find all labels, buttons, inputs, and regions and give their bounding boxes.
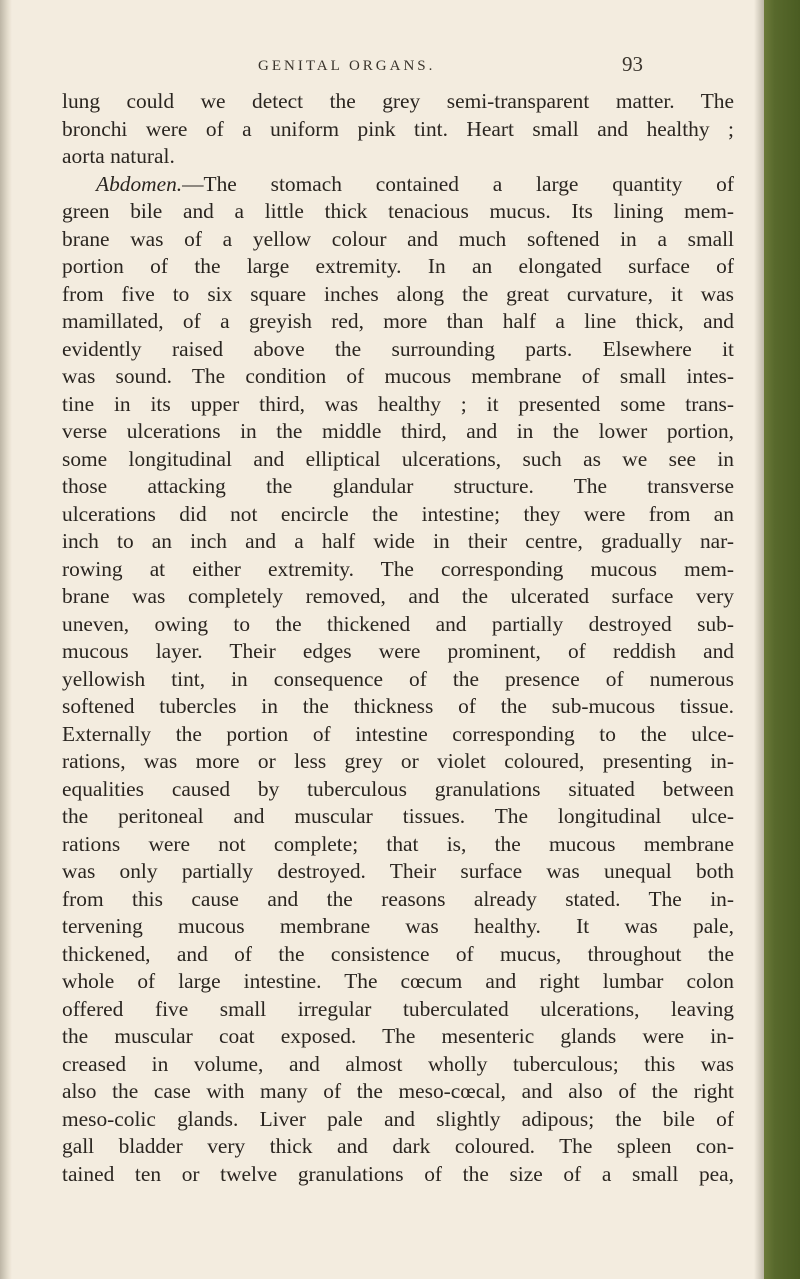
text-line: the muscular coat exposed. The mesenteric glands were in-	[62, 1024, 734, 1048]
text-line: lung could we detect the grey semi-transparent matter. The	[62, 89, 734, 113]
text-line: brane was of a yellow colour and much softened in a small	[62, 226, 734, 251]
text-line: ulcerations did not encircle the intestine; they were from an	[62, 501, 734, 526]
text-line: from five to six square inches along the great curvature, it was	[62, 281, 734, 306]
text-line: was sound. The condition of mucous membrane of small intes-	[62, 364, 734, 388]
text-line: from this cause and the reasons already stated. The in-	[62, 886, 734, 911]
text-line: yellowish tint, in consequence of the presence of numerous	[62, 666, 734, 691]
page-gutter-left	[0, 0, 12, 1279]
section-first-line	[62, 171, 734, 199]
running-title: GENITAL ORGANS.	[258, 58, 436, 74]
text-line: —The stomach contained a large quantity of	[182, 171, 734, 196]
text-line: brane was completely removed, and the ulcerated surface very	[62, 584, 734, 608]
text-line: those attacking the glandular structure. The transverse	[62, 474, 734, 498]
text-line: rowing at either extremity. The corresponding mucous mem-	[62, 556, 734, 581]
book-cover-edge	[764, 0, 800, 1279]
text-line: also the case with many of the meso-cœcal, and also of the right	[62, 1079, 734, 1103]
text-line: gall bladder very thick and dark coloured. The spleen con-	[62, 1134, 734, 1158]
text-line: aorta natural.	[62, 144, 175, 168]
text-line: tine in its upper third, was healthy ; it presented some trans-	[62, 391, 734, 416]
text-line: uneven, owing to the thickened and partially destroyed sub-	[62, 611, 734, 636]
text-line: tained ten or twelve granulations of the size of a small pea,	[62, 1161, 734, 1186]
text-line: mucous layer. Their edges were prominent, of reddish and	[62, 639, 734, 663]
text-line: rations, was more or less grey or violet coloured, presenting in-	[62, 749, 734, 773]
text-line: whole of large intestine. The cœcum and right lumbar colon	[62, 969, 734, 993]
text-line: bronchi were of a uniform pink tint. Heart small and healthy ;	[62, 116, 734, 141]
text-line: creased in volume, and almost wholly tuberculous; this was	[62, 1051, 734, 1076]
text-line: tervening mucous membrane was healthy. It was pale,	[62, 914, 734, 938]
text-line: some longitudinal and elliptical ulcerations, such as we see in	[62, 446, 734, 471]
text-line: was only partially destroyed. Their surface was unequal both	[62, 859, 734, 883]
text-line: thickened, and of the consistence of mucus, throughout the	[62, 941, 734, 966]
page-number: 93	[622, 52, 643, 76]
text-line: portion of the large extremity. In an elongated surface of	[62, 254, 734, 278]
text-line: green bile and a little thick tenacious mucus. Its lining mem-	[62, 199, 734, 223]
text-line: rations were not complete; that is, the mucous membrane	[62, 831, 734, 856]
text-line: evidently raised above the surrounding parts. Elsewhere it	[62, 336, 734, 361]
body-text	[62, 88, 734, 1188]
text-line: mamillated, of a greyish red, more than half a line thick, and	[62, 309, 734, 333]
running-head	[0, 52, 764, 88]
text-line: verse ulcerations in the middle third, and in the lower portion,	[62, 419, 734, 443]
text-line: offered five small irregular tuberculated ulcerations, leaving	[62, 996, 734, 1021]
text-line: equalities caused by tuberculous granulations situated between	[62, 776, 734, 801]
text-line: Externally the portion of intestine corresponding to the ulce-	[62, 721, 734, 746]
text-line: inch to an inch and a half wide in their centre, gradually nar-	[62, 529, 734, 553]
section-heading: Abdomen.	[96, 171, 183, 196]
text-line: softened tubercles in the thickness of the sub-mucous tissue.	[62, 694, 734, 718]
text-line: meso-colic glands. Liver pale and slightly adipous; the bile of	[62, 1106, 734, 1131]
text-line: the peritoneal and muscular tissues. The longitudinal ulce-	[62, 804, 734, 828]
page-gutter-shadow	[754, 0, 764, 1279]
